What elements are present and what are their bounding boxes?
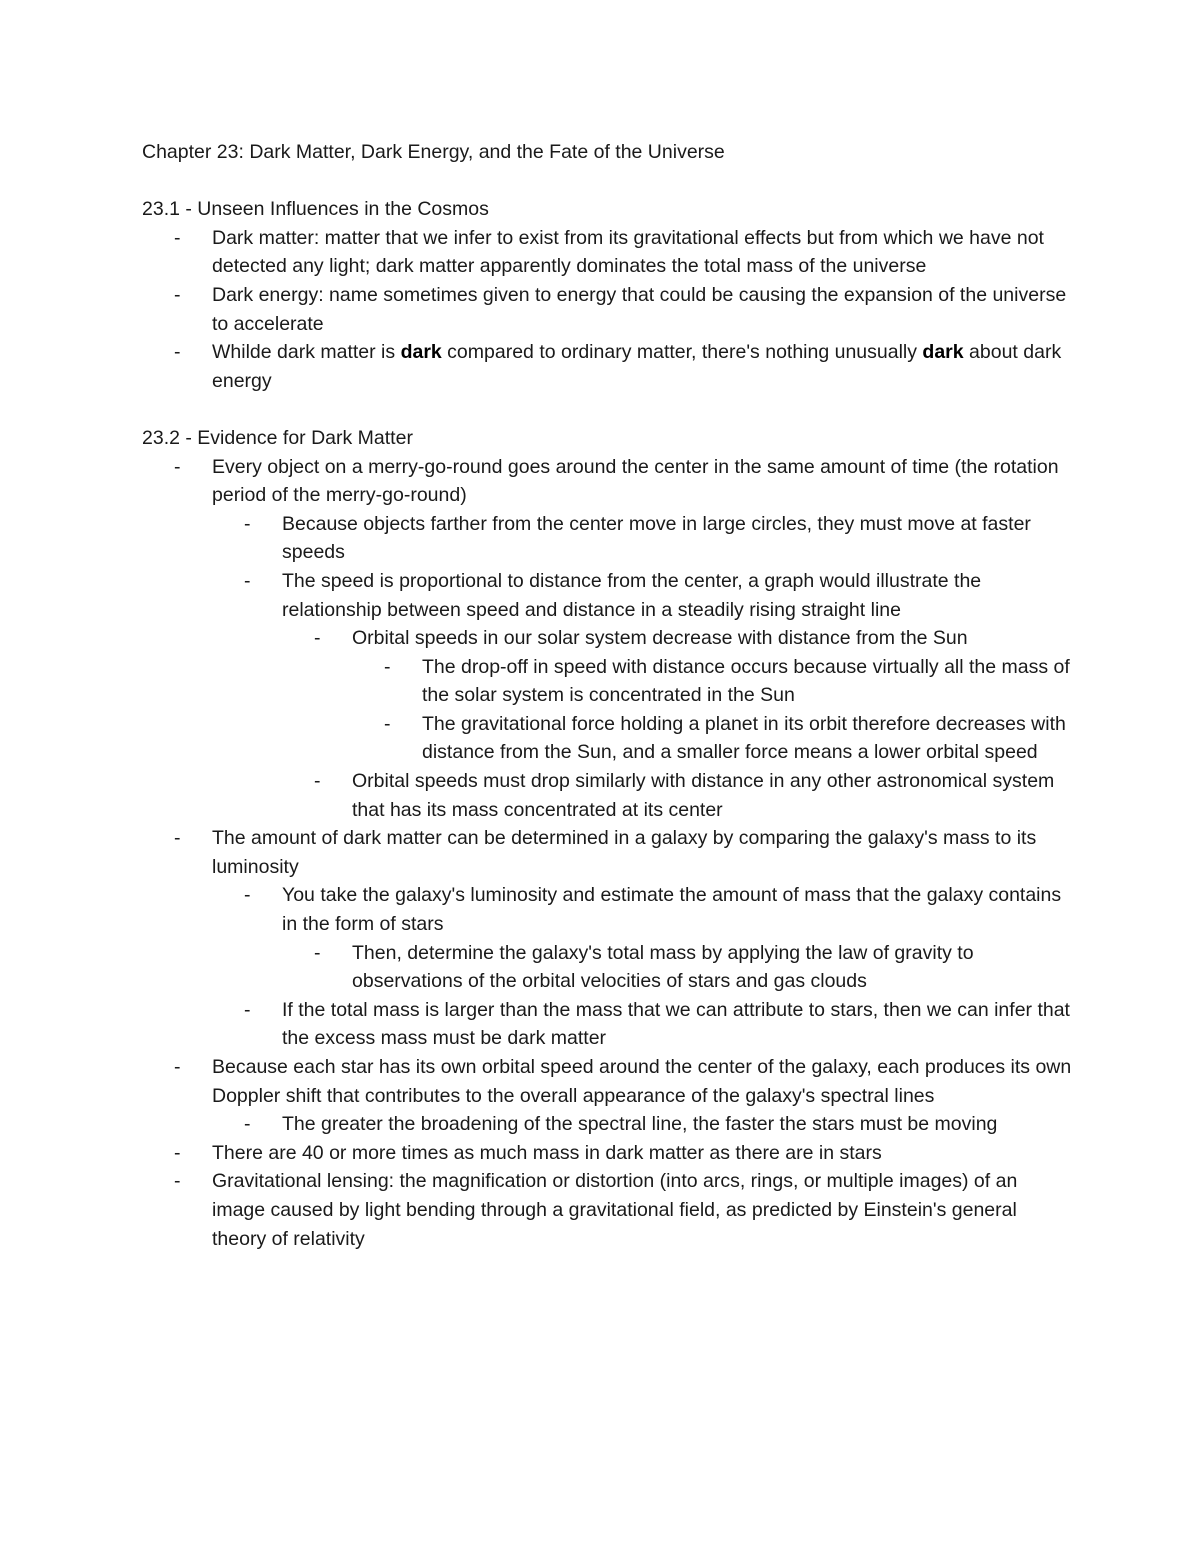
document-title: Chapter 23: Dark Matter, Dark Energy, and the Fate of the Universe — [142, 141, 725, 163]
document-page — [142, 138, 1072, 1253]
list-item: - Dark matter: matter that we infer to exist from its gravitational effects but from which we have not detected any light; dark matter apparently dominates the total mass of the universe — [142, 224, 1072, 281]
list-item: - Because objects farther from the center move in large circles, they must move at faster speeds — [212, 510, 1072, 567]
list-item — [142, 453, 1072, 825]
spacer — [142, 395, 1072, 424]
bold-text: dark — [400, 341, 442, 364]
list-item — [142, 1053, 1072, 1139]
text-run: Whilde dark matter is — [212, 341, 401, 364]
list-item: - The greater the broadening of the spectral line, the faster the stars must be moving — [212, 1110, 1072, 1139]
bullet-list-23-1 — [142, 224, 1072, 396]
text-run: compared to ordinary matter, there's nothing unusually — [441, 341, 923, 364]
list-item-text: The speed is proportional to distance from the center, a graph would illustrate the relationship between speed and distance in a steadily rising straight line — [282, 569, 982, 621]
list-item: - Dark energy: name sometimes given to energy that could be causing the expansion of the universe to accelerate — [142, 281, 1072, 338]
list-item-text: Every object on a merry-go-round goes around the center in the same amount of time (the rotation period of the merry-go-round) — [212, 455, 1059, 507]
list-item: - The drop-off in speed with distance occurs because virtually all the mass of the solar system is concentrated in the Sun — [352, 653, 1072, 710]
bold-text: dark — [922, 341, 964, 364]
list-item — [142, 338, 1072, 395]
list-item — [142, 824, 1072, 1053]
section-heading-23-1: 23.1 - Unseen Influences in the Cosmos — [142, 198, 489, 221]
list-item: - Gravitational lensing: the magnification or distortion (into arcs, rings, or multiple images) of an image caused by light bending through a gravitational field, as predicted by Einstein's general theory of relativity — [142, 1167, 1072, 1253]
list-item: - Orbital speeds must drop similarly with distance in any other astronomical system that has its mass concentrated at its center — [282, 767, 1072, 824]
nested-list — [212, 881, 1072, 1053]
list-item: - If the total mass is larger than the mass that we can attribute to stars, then we can infer that the excess mass must be dark matter — [212, 996, 1072, 1053]
spacer — [142, 167, 1072, 196]
list-item-text: Orbital speeds in our solar system decrease with distance from the Sun — [352, 627, 968, 650]
list-item — [212, 881, 1072, 995]
bullet-list-23-2 — [142, 453, 1072, 1254]
nested-list — [282, 624, 1072, 824]
text-run: about dark energy — [212, 341, 1062, 392]
list-item — [282, 624, 1072, 767]
list-item: - There are 40 or more times as much mass in dark matter as there are in stars — [142, 1139, 1072, 1168]
list-item-text: You take the galaxy's luminosity and estimate the amount of mass that the galaxy contains in the form of stars — [282, 884, 1062, 936]
list-item: - The gravitational force holding a planet in its orbit therefore decreases with distance from the Sun, and a smaller force means a lower orbital speed — [352, 710, 1072, 767]
list-item-text: The amount of dark matter can be determined in a galaxy by comparing the galaxy's mass to its luminosity — [212, 827, 1037, 878]
nested-list — [282, 939, 1072, 996]
list-item: - Then, determine the galaxy's total mass by applying the law of gravity to observations of the orbital velocities of stars and gas clouds — [282, 939, 1072, 996]
nested-list — [212, 1110, 1072, 1139]
list-item-text: Because each star has its own orbital speed around the center of the galaxy, each produces its own Doppler shift that contributes to the overall appearance of the galaxy's spectral lines — [212, 1056, 1072, 1107]
list-item — [212, 567, 1072, 824]
nested-list — [212, 510, 1072, 825]
nested-list — [352, 653, 1072, 767]
section-heading-23-2: 23.2 - Evidence for Dark Matter — [142, 426, 413, 449]
